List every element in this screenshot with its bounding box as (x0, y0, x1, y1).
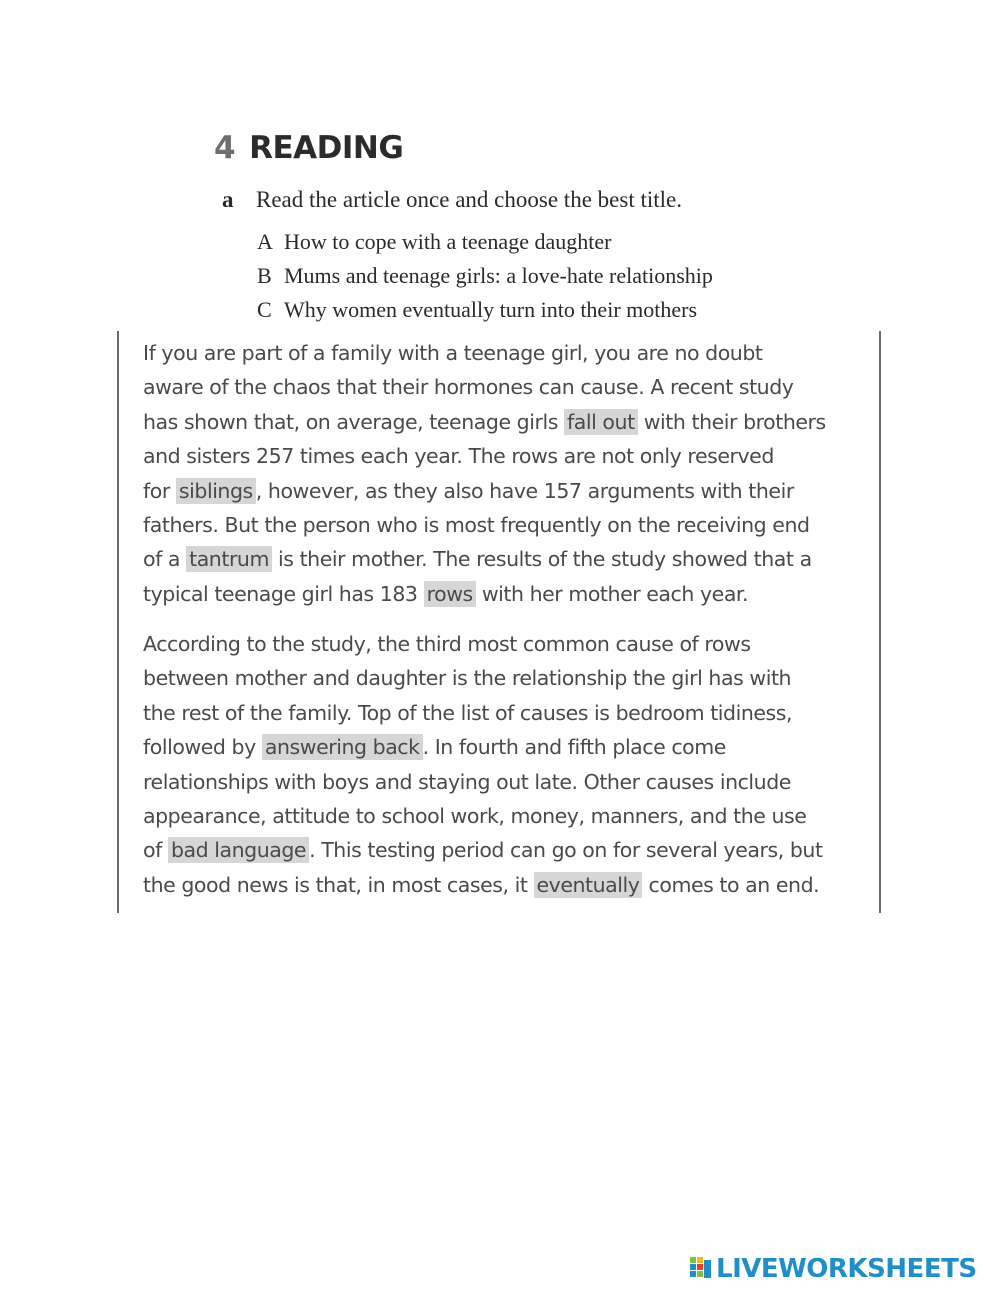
text-line (143, 474, 873, 508)
text-line (143, 405, 873, 439)
option-letter: A (257, 229, 273, 254)
text-line (143, 833, 873, 867)
text-segment: the good news is that, in most cases, it (143, 872, 534, 897)
highlighted-word-answering-back[interactable]: answering back (262, 734, 423, 760)
text-line: appearance, attitude to school work, money, manners, and the use (143, 803, 807, 828)
task-instruction (222, 184, 682, 216)
option-a (257, 225, 713, 259)
text-segment: of a (143, 547, 187, 572)
text-line: the rest of the family. Top of the list of causes is bedroom tidiness, (143, 700, 793, 725)
option-c (257, 293, 713, 327)
text-line (143, 542, 873, 576)
text-segment: for (143, 478, 176, 503)
text-segment: comes to an end. (642, 872, 820, 897)
text-line: According to the study, the third most common cause of rows (143, 632, 751, 656)
text-segment: has shown that, on average, teenage girls (143, 409, 564, 434)
text-segment: with her mother each year. (475, 581, 749, 606)
option-letter: C (257, 297, 272, 322)
title-options (257, 225, 713, 327)
task-letter: a (222, 187, 234, 212)
option-text: Why women eventually turn into their mothers (284, 297, 698, 322)
article-paragraph-1 (143, 336, 873, 611)
text-line (143, 577, 873, 611)
text-segment: . In fourth and fifth place come (422, 735, 726, 760)
highlighted-word-tantrum[interactable]: tantrum (186, 546, 272, 572)
text-line: If you are part of a family with a teenage girl, you are no doubt (143, 341, 763, 365)
text-line: aware of the chaos that their hormones can cause. A recent study (143, 375, 794, 400)
text-line: fathers. But the person who is most frequently on the receiving end (143, 512, 810, 537)
text-line: between mother and daughter is the relationship the girl has with (143, 666, 792, 691)
highlighted-word-eventually[interactable]: eventually (534, 872, 643, 898)
section-title: READING (249, 130, 404, 166)
article-right-rule (879, 331, 881, 913)
logo-text: LIVEWORKSHEETS (716, 1254, 977, 1284)
highlighted-word-bad-language[interactable]: bad language (168, 837, 309, 863)
option-text: Mums and teenage girls: a love-hate relationship (284, 263, 713, 288)
task-text: Read the article once and choose the best title. (256, 187, 682, 212)
option-text: How to cope with a teenage daughter (284, 229, 612, 254)
text-segment: typical teenage girl has 183 (143, 581, 424, 606)
text-segment: of (143, 838, 168, 863)
text-segment: with their brothers (637, 409, 826, 434)
text-segment: , however, as they also have 157 arguments with their (255, 478, 794, 503)
liveworksheets-logo[interactable] (690, 1252, 977, 1286)
article-left-rule (117, 331, 119, 913)
text-line (143, 868, 873, 902)
highlighted-word-fall-out[interactable]: fall out (564, 409, 638, 435)
option-b (257, 259, 713, 293)
option-letter: B (257, 263, 272, 288)
article-paragraph-2 (143, 627, 873, 902)
text-segment: is their mother. The results of the study showed that a (271, 547, 812, 572)
text-segment: followed by (143, 735, 262, 760)
section-heading (214, 128, 403, 168)
text-line: relationships with boys and staying out late. Other causes include (143, 769, 791, 794)
section-number: 4 (214, 130, 236, 166)
highlighted-word-rows[interactable]: rows (424, 581, 476, 607)
text-line: and sisters 257 times each year. The rows are not only reserved (143, 444, 774, 469)
text-line (143, 730, 873, 764)
text-segment: . This testing period can go on for several years, but (309, 838, 823, 863)
liveworksheets-logo-icon (690, 1257, 712, 1281)
highlighted-word-siblings[interactable]: siblings (176, 478, 256, 504)
